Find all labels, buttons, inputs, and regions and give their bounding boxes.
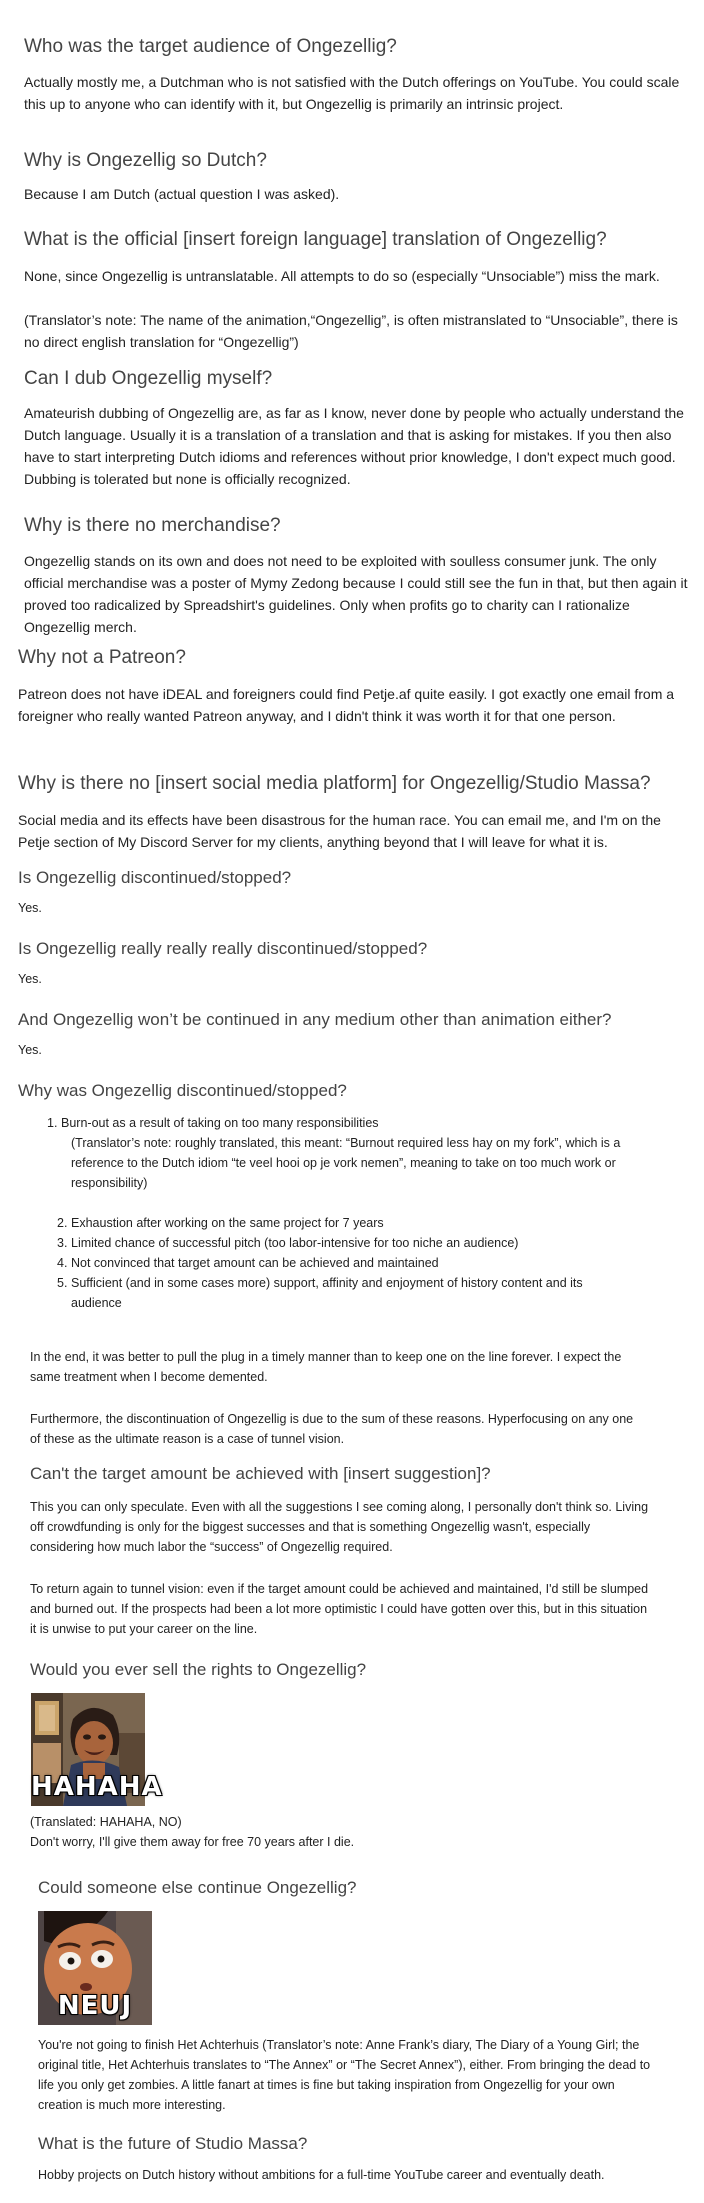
faq-answer-dub: Amateurish dubbing of Ongezellig are, as far as I know, never done by people who actually understand the Dutch language. Usually it is a translation of a translation and that is asking for mistakes. If you then also have to start interpreting Dutch idioms and references without prior knowledge, I don't expect much good. Dubbing is tolerated but none is officially recognized.: [24, 405, 684, 487]
faq-answer-target-amount-p2: To return again to tunnel vision: even if the target amount could be achieved and maintained, I'd still be slumped and burned out. If the prospects had been a lot more optimistic I could have gotten over this, but in this situation it is unwise to put your career on the line.: [30, 1582, 649, 1636]
faq-answer-merchandise: Ongezellig stands on its own and does not need to be exploited with soulless consumer junk. The only official merchandise was a poster of Mymy Zedong because I could still see the fun in that, but then again it proved too radicalized by Spreadshirt's guidelines. Only when profits go to charity can I rationalize Ongezellig merch.: [24, 553, 688, 635]
reasons-list-continued: [57, 1213, 631, 1313]
faq-question-other-medium: And Ongezellig won’t be continued in any medium other than animation either?: [18, 1010, 612, 1029]
list-item: 4. Not convinced that target amount can be achieved and maintained: [57, 1256, 439, 1270]
faq-answer-why-discontinued-p2: Furthermore, the discontinuation of Ongezellig is due to the sum of these reasons. Hyperfocusing on any one of these as the ultimate reason is a case of tunnel vision.: [30, 1412, 634, 1446]
faq-answer-social-media: Social media and its effects have been disastrous for the human race. You can email me, and I'm on the Petje section of My Discord Server for my clients, anything beyond that I will leave for what it is.: [18, 812, 661, 850]
faq-answer-so-dutch: Because I am Dutch (actual question I was asked).: [24, 186, 340, 202]
list-item: 1. Burn-out as a result of taking on too many responsibilities (Translator’s note: roughly translated, this meant: “Burnout required less hay on my fork”, which is a reference to the Dutch idiom “te veel hooi op je vork nemen”, meaning to take on too much work or responsibility): [61, 1113, 631, 1193]
reason-text: Sufficient (and in some cases more) support, affinity and enjoyment of history content and its audience: [71, 1276, 583, 1310]
faq-question-patreon: Why not a Patreon?: [18, 647, 186, 668]
faq-question-social-media: Why is there no [insert social media platform] for Ongezellig/Studio Massa?: [18, 773, 651, 794]
reason-text: Exhaustion after working on the same project for 7 years: [71, 1216, 384, 1230]
reasons-list: [47, 1113, 631, 1193]
list-item: 3. Limited chance of successful pitch (too labor-intensive for too niche an audience): [57, 1236, 519, 1250]
faq-question-discontinued: Is Ongezellig discontinued/stopped?: [18, 868, 292, 887]
faq-question-continue-ongezellig: Could someone else continue Ongezellig?: [38, 1878, 357, 1897]
faq-answer-future: Hobby projects on Dutch history without ambitions for a full-time YouTube career and eventually death.: [38, 2168, 605, 2182]
translator-note-burnout: (Translator’s note: roughly translated, this meant: “Burnout required less hay on my fork”, which is a reference to the Dutch idiom “te veel hooi op je vork nemen”, meaning to take on too much work or responsibility): [71, 1136, 621, 1190]
faq-answer-patreon: Patreon does not have iDEAL and foreigners could find Petje.af quite easily. I got exactly one email from a foreigner who really wanted Patreon anyway, and I didn't think it was worth it for that one person.: [18, 686, 675, 724]
faq-question-target-audience: Who was the target audience of Ongezellig?: [24, 36, 397, 57]
faq-question-translation: What is the official [insert foreign language] translation of Ongezellig?: [24, 229, 607, 250]
list-item: 5. Sufficient (and in some cases more) support, affinity and enjoyment of history content and its audience: [57, 1276, 583, 1310]
faq-question-why-discontinued: Why was Ongezellig discontinued/stopped?: [18, 1081, 347, 1100]
reason-text: Limited chance of successful pitch (too labor-intensive for too niche an audience): [71, 1236, 519, 1250]
faq-answer-discontinued: Yes.: [18, 901, 42, 915]
faq-answer-target-amount-p1: This you can only speculate. Even with all the suggestions I see coming along, I personally don't think so. Living off crowdfunding is only for the biggest successes and that is something Ongezellig wasn't, especially considering how much labor the “success” of Ongezellig required.: [30, 1500, 649, 1554]
faq-question-sell-rights: Would you ever sell the rights to Ongezellig?: [30, 1660, 367, 1679]
meme-caption-hahaha: HAHAHA: [31, 1772, 163, 1802]
faq-answer-continue-ongezellig: You're not going to finish Het Achterhuis (Translator’s note: Anne Frank’s diary, The Diary of a Young Girl; the original title, Het Achterhuis translates to “The Annex” or “The Secret Annex”), either. From bringing the dead to life you only get zombies. A little fanart at times is fine but taking inspiration from Ongezellig for your own creation is much more interesting.: [38, 2038, 651, 2112]
faq-question-dub: Can I dub Ongezellig myself?: [24, 368, 273, 389]
faq-answer-sell-rights: Don't worry, I'll give them away for free 70 years after I die.: [30, 1835, 355, 1849]
faq-answer-translation: None, since Ongezellig is untranslatable. All attempts to do so (especially “Unsociable”) miss the mark.: [24, 268, 660, 284]
reason-text: Burn-out as a result of taking on too many responsibilities: [61, 1116, 379, 1130]
faq-answer-why-discontinued-p1: In the end, it was better to pull the plug in a timely manner than to keep one on the line forever. I expect the same treatment when I become demented.: [30, 1350, 622, 1384]
faq-question-so-dutch: Why is Ongezellig so Dutch?: [24, 150, 267, 171]
faq-answer-sell-rights-translation: (Translated: HAHAHA, NO): [30, 1815, 182, 1829]
meme-neuj-image: [38, 1911, 152, 2025]
faq-question-future: What is the future of Studio Massa?: [38, 2134, 308, 2153]
faq-question-merchandise: Why is there no merchandise?: [24, 515, 281, 536]
faq-question-really-discontinued: Is Ongezellig really really really discontinued/stopped?: [18, 939, 428, 958]
translator-note-title: (Translator’s note: The name of the animation,“Ongezellig”, is often mistranslated to “Unsociable”, there is no direct english translation for “Ongezellig”): [24, 312, 678, 350]
reason-text: Not convinced that target amount can be achieved and maintained: [71, 1256, 439, 1270]
meme-caption-neuj: NEUJ: [57, 1991, 133, 2021]
meme-hahaha-image: [31, 1693, 163, 1806]
faq-answer-really-discontinued: Yes.: [18, 972, 42, 986]
list-item: 2. Exhaustion after working on the same project for 7 years: [57, 1216, 384, 1230]
faq-answer-other-medium: Yes.: [18, 1043, 42, 1057]
faq-question-target-amount: Can't the target amount be achieved with [insert suggestion]?: [30, 1464, 491, 1483]
faq-answer-target-audience: Actually mostly me, a Dutchman who is not satisfied with the Dutch offerings on YouTube. You could scale this up to anyone who can identify with it, but Ongezellig is primarily an intrinsic project.: [24, 74, 680, 112]
